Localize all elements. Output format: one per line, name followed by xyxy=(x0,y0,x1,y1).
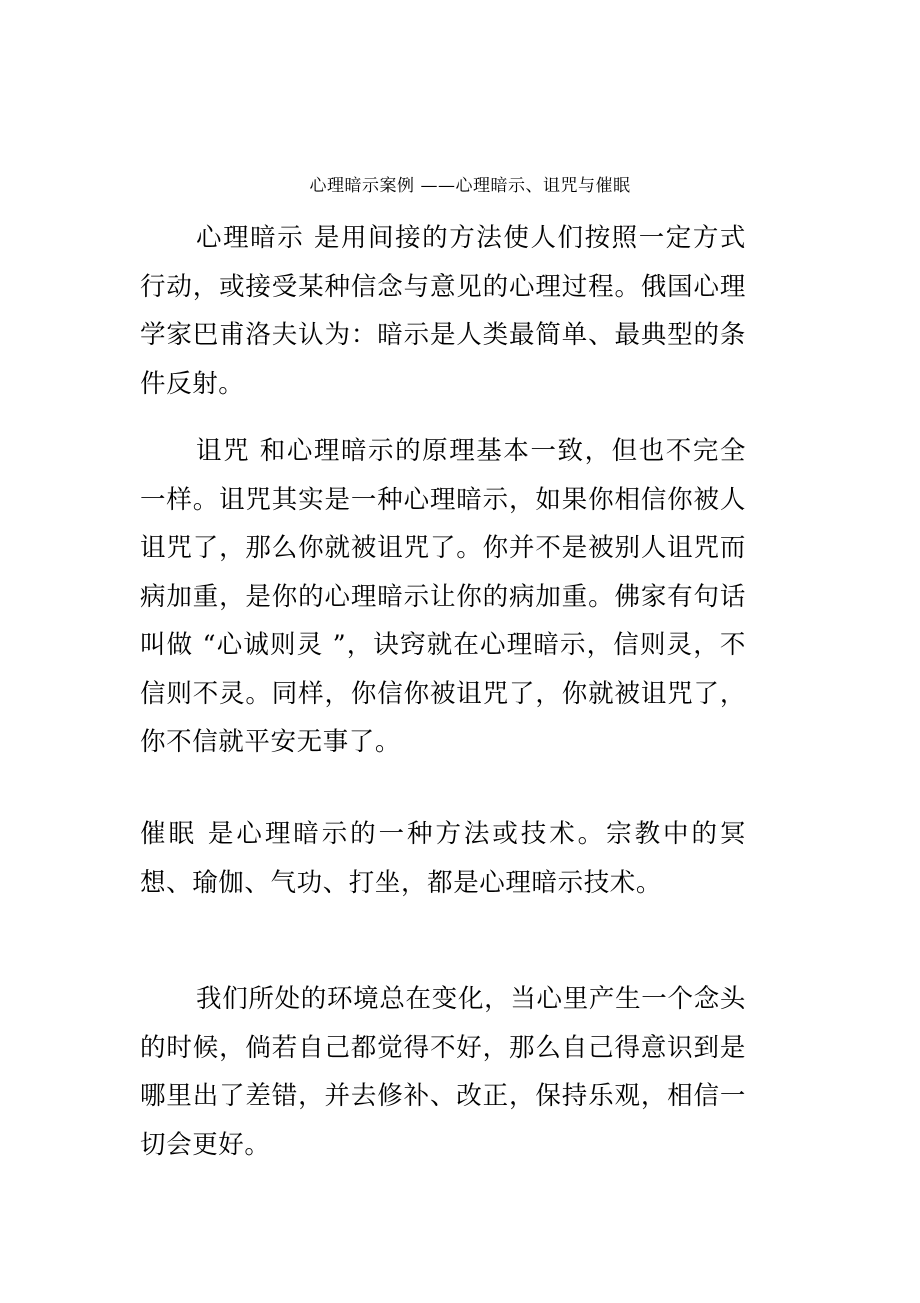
paragraph-hypnosis: 催眠 是心理暗示的一种方法或技术。宗教中的冥想、瑜伽、气功、打坐，都是心理暗示技术。 xyxy=(140,819,746,898)
document-title: 心理暗示案例 ——心理暗示、诅咒与催眠 xyxy=(309,176,631,196)
paragraph-psychological-suggestion: 心理暗示 是用间接的方法使人们按照一定方式行动，或接受某种信念与意见的心理过程。俄国心理学家巴甫洛夫认为：暗示是人类最简单、最典型的条件反射。 xyxy=(140,223,746,399)
paragraph-curse: 诅咒 和心理暗示的原理基本一致，但也不完全一样。诅咒其实是一种心理暗示，如果你相信你被人诅咒了，那么你就被诅咒了。你并不是被别人诅咒而病加重，是你的心理暗示让你的病加重。佛家有句话叫做 “心诚则灵 ”，诀窍就在心理暗示，信则灵，不信则不灵。同样，你信你被诅咒了，你就被诅咒了，你不信就平安无事了。 xyxy=(140,436,746,757)
paragraph-environment: 我们所处的环境总在变化，当心里产生一个念头的时候，倘若自己都觉得不好，那么自己得意识到是哪里出了差错，并去修补、改正，保持乐观，相信一切会更好。 xyxy=(140,984,746,1160)
